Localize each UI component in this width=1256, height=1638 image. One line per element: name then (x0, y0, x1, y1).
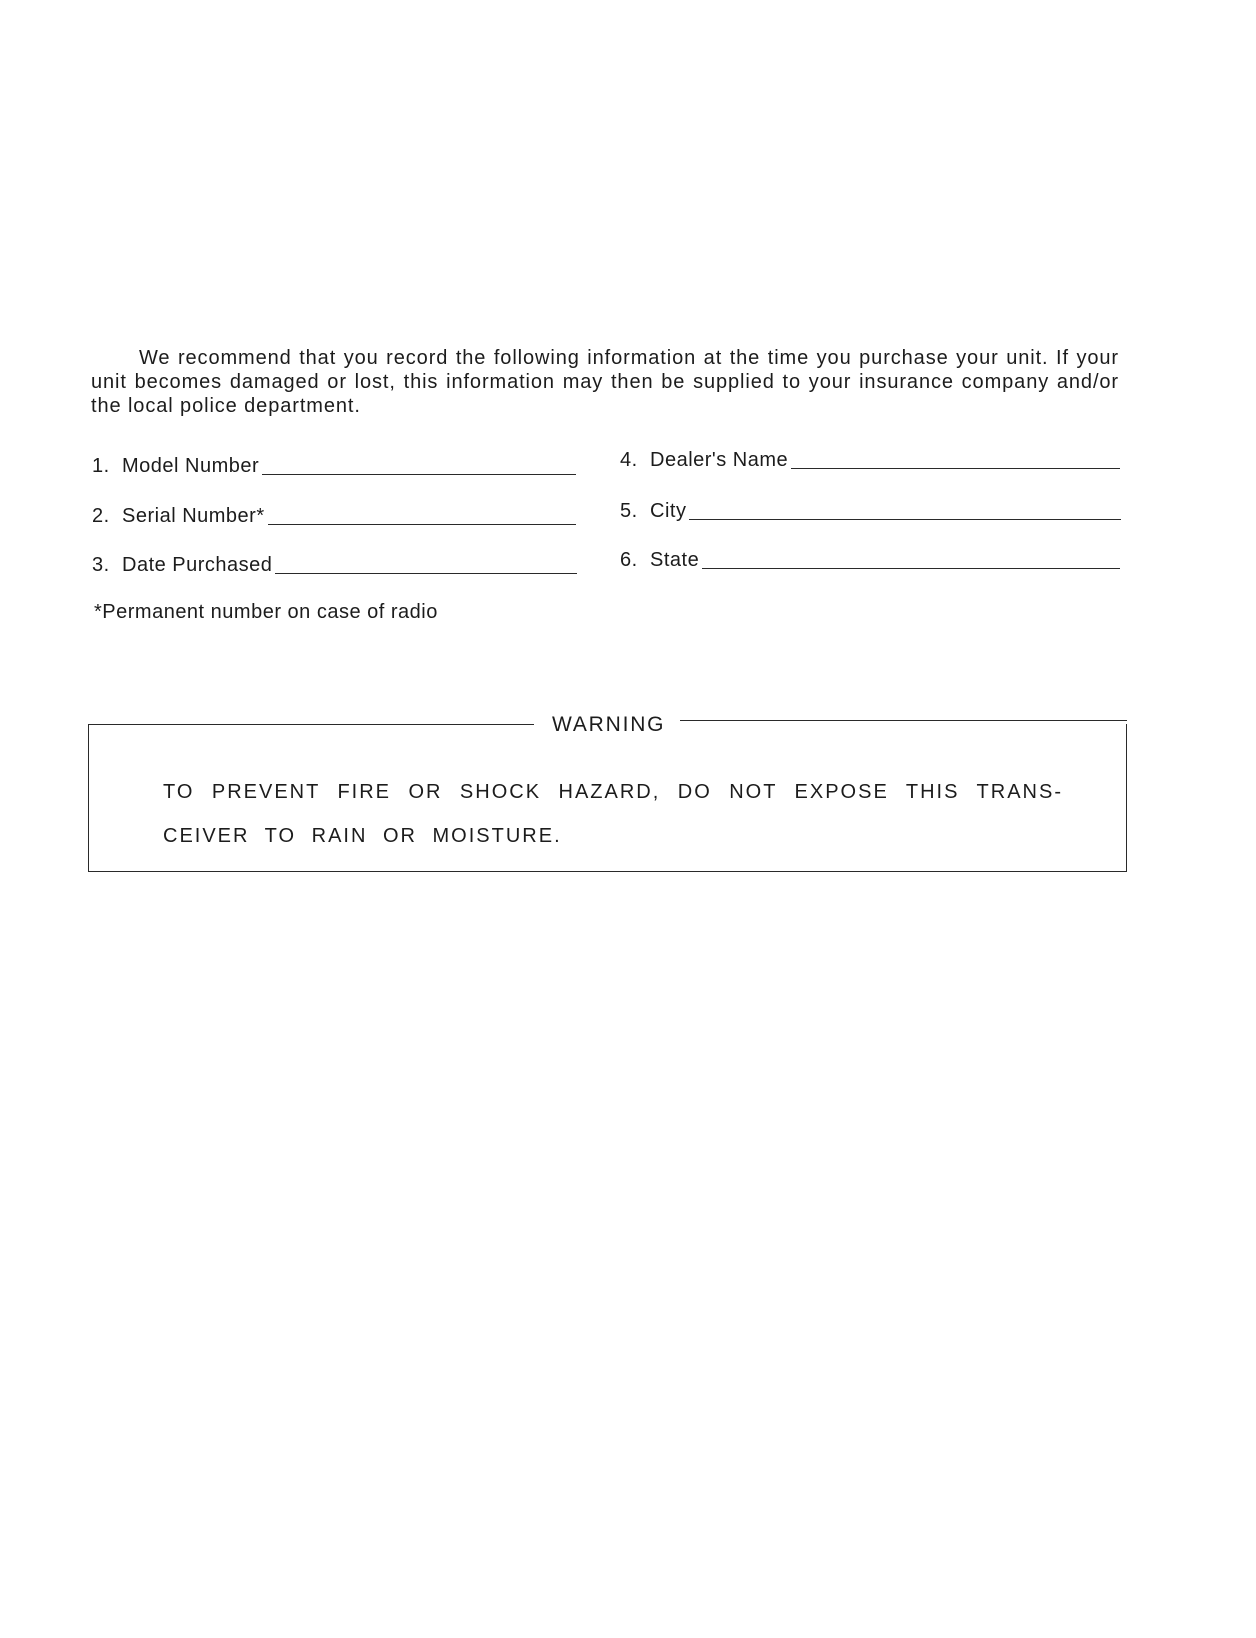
field-label-state: State (650, 549, 700, 571)
warning-border-right (680, 720, 1127, 721)
city-field (620, 497, 1121, 523)
warning-text: TO PREVENT FIRE OR SHOCK HAZARD, DO NOT EXPOSE THIS TRANS-CEIVER TO RAIN OR MOISTURE. (163, 781, 1063, 847)
dealers-name-field (620, 446, 1120, 472)
model-number-field (92, 452, 576, 478)
footnote: *Permanent number on case of radio (94, 601, 438, 623)
dealers-name-line[interactable] (791, 468, 1120, 469)
warning-border-left (88, 724, 534, 725)
field-label-dealers-name: Dealer's Name (650, 449, 789, 471)
field-number: 1. (92, 455, 110, 477)
serial-number-line[interactable] (268, 524, 576, 525)
field-number: 5. (620, 500, 638, 522)
field-number: 6. (620, 549, 638, 571)
field-label-model-number: Model Number (122, 455, 260, 477)
field-number: 2. (92, 505, 110, 527)
field-label-date-purchased: Date Purchased (122, 554, 273, 576)
state-field (620, 546, 1120, 572)
model-number-line[interactable] (262, 474, 576, 475)
city-line[interactable] (689, 519, 1121, 520)
field-number: 3. (92, 554, 110, 576)
date-purchased-line[interactable] (275, 573, 577, 574)
field-label-serial-number: Serial Number* (122, 505, 265, 527)
state-line[interactable] (702, 568, 1120, 569)
serial-number-field (92, 502, 576, 528)
date-purchased-field (92, 551, 577, 577)
intro-paragraph: We recommend that you record the following information at the time you purchase your unit. If your unit becomes damaged or lost, this information may then be supplied to your insurance company and/or the local police department. (91, 347, 1119, 417)
field-number: 4. (620, 449, 638, 471)
warning-title: WARNING (552, 713, 666, 736)
field-label-city: City (650, 500, 687, 522)
